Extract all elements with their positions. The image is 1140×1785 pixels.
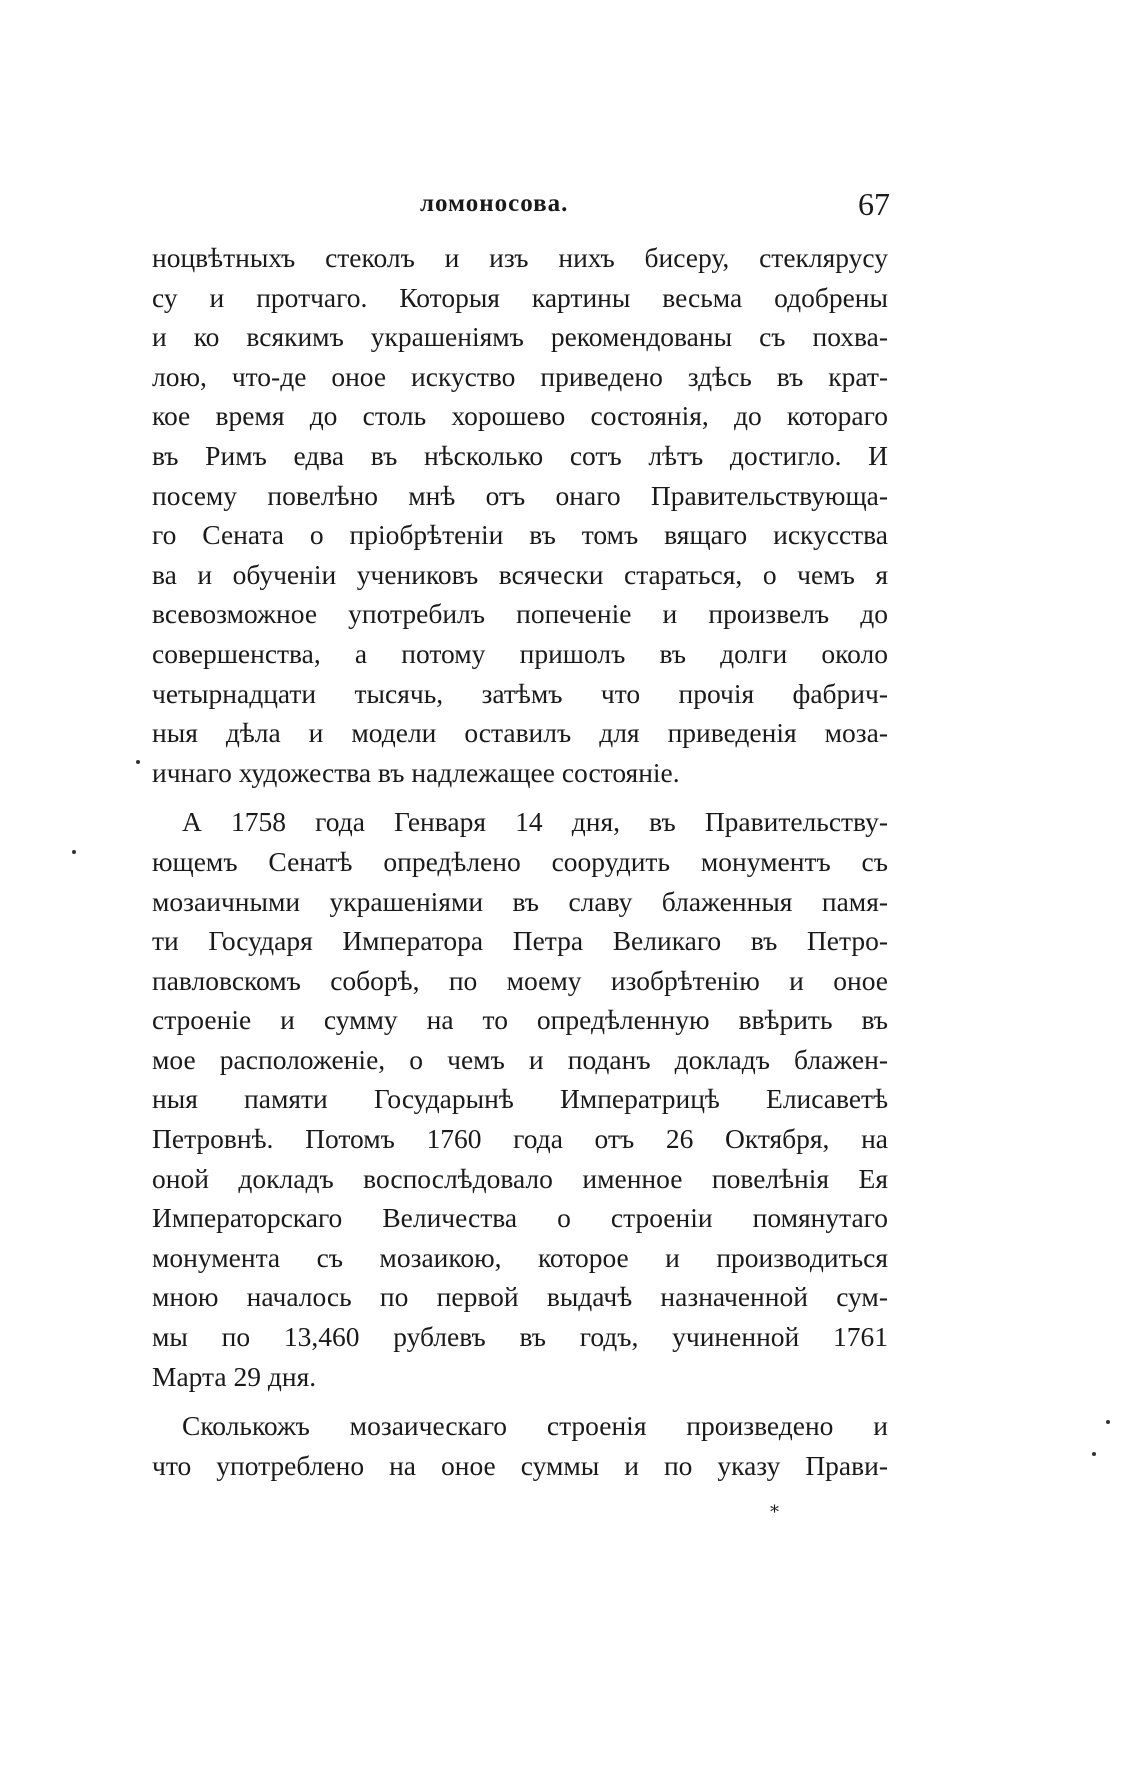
text-line: Сколькожъ мозаическаго строенія произведено и xyxy=(182,1410,888,1442)
running-title: ломоносова. xyxy=(420,190,569,217)
paragraph-1 xyxy=(152,238,888,792)
text-line: мною началось по первой выдачѣ назначенной сум- xyxy=(152,1281,888,1313)
text-line: А 1758 года Генваря 14 дня, въ Правительству- xyxy=(182,806,888,838)
text-line: ва и обученіи учениковъ всячески стараться, о чемъ я xyxy=(152,558,888,590)
text-line: мое расположеніе, о чемъ и поданъ докладъ блажен- xyxy=(152,1043,888,1075)
text-line: въ Римъ едва въ нѣсколько сотъ лѣтъ достигло. И xyxy=(152,439,888,471)
text-line: оной докладъ воспослѣдовало именное повелѣнія Ея xyxy=(152,1162,888,1194)
text-line: Императорскаго Величества о строеніи помянутаго xyxy=(152,1202,888,1234)
text-line: посему повелѣно мнѣ отъ онаго Правительствующа- xyxy=(152,479,888,511)
text-line: ти Государя Императора Петра Великаго въ Петро- xyxy=(152,925,888,957)
text-line: мозаичными украшеніями въ славу блаженныя памя- xyxy=(152,885,888,917)
body-text xyxy=(152,238,888,1485)
text-line: ныя дѣла и модели оставилъ для приведенія моза- xyxy=(152,717,888,749)
text-line: лою, что-де оное искуство приведено здѣсь въ крат- xyxy=(152,360,888,392)
ink-speck xyxy=(72,850,76,854)
text-line: совершенства, а потому пришолъ въ долги около xyxy=(152,637,888,669)
text-line: строеніе и сумму на то опредѣленную ввѣрить въ xyxy=(152,1004,888,1036)
text-line: ющемъ Сенатѣ опредѣлено соорудить монументъ съ xyxy=(152,845,888,877)
paragraph-gap xyxy=(152,792,888,802)
text-line: всевозможное употребилъ попеченіе и произвелъ до xyxy=(152,598,888,630)
text-line: мы по 13,460 рублевъ въ годъ, учиненной 1761 xyxy=(152,1321,888,1353)
text-line: Петровнѣ. Потомъ 1760 года отъ 26 Октября, на xyxy=(152,1123,888,1155)
ink-speck xyxy=(1092,1452,1096,1456)
text-line: Марта 29 дня. xyxy=(152,1360,317,1392)
text-line: ноцвѣтныхъ стеколъ и изъ нихъ бисеру, стеклярусу xyxy=(152,242,888,273)
paragraph-2 xyxy=(152,802,888,1396)
ink-speck xyxy=(136,760,140,764)
paragraph-3 xyxy=(152,1406,888,1485)
text-line: и ко всякимъ украшеніямъ рекомендованы съ похва- xyxy=(152,321,888,353)
running-head xyxy=(150,186,890,226)
paragraph-gap xyxy=(152,1396,888,1406)
text-line: ичнаго художества въ надлежащее состояніе. xyxy=(152,756,680,788)
text-line: су и протчаго. Которыя картины весьма одобрены xyxy=(152,281,888,313)
text-line: монумента съ мозаикою, которое и производиться xyxy=(152,1241,888,1273)
catchword-mark: * xyxy=(770,1502,779,1523)
ink-speck xyxy=(1106,1420,1110,1424)
text-line: четырнадцати тысячь, затѣмъ что прочія фабрич- xyxy=(152,677,888,709)
text-line: что употреблено на оное суммы и по указу Прави- xyxy=(152,1449,888,1481)
text-line: кое время до столь хорошево состоянія, до котораго xyxy=(152,400,888,432)
text-line: павловскомъ соборѣ, по моему изобрѣтенію и оное xyxy=(152,964,888,996)
page-number: 67 xyxy=(858,186,890,222)
text-line: ныя памяти Государынѣ Императрицѣ Елисаветѣ xyxy=(152,1083,888,1115)
text-line: го Сената о пріобрѣтеніи въ томъ вящаго искусства xyxy=(152,519,888,551)
